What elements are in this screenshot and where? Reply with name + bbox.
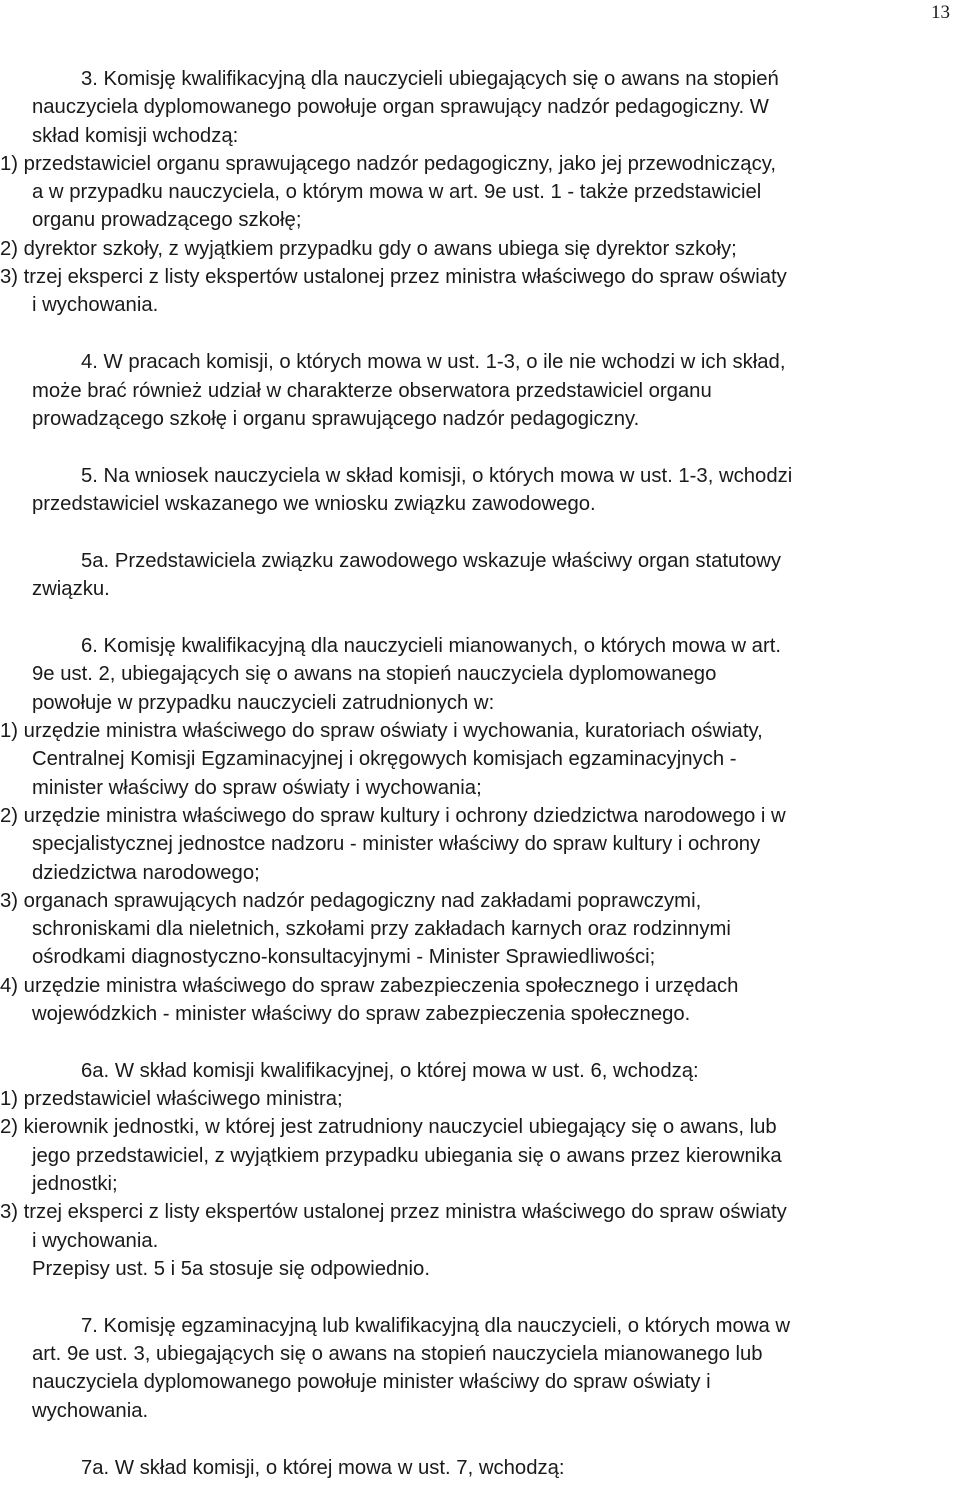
text-line: 2) kierownik jednostki, w której jest zatrudniony nauczyciel ubiegający się o awans, lub xyxy=(0,1116,777,1139)
text-line: specjalistycznej jednostce nadzoru - minister właściwy do spraw kultury i ochrony xyxy=(32,833,761,856)
paragraph-gap xyxy=(0,1425,960,1454)
paragraph xyxy=(0,1057,960,1283)
text-line: 5. Na wniosek nauczyciela w skład komisji, o których mowa w ust. 1-3, wchodzi xyxy=(81,464,793,487)
text-line: minister właściwy do spraw oświaty i wychowania; xyxy=(32,776,482,799)
text-line: powołuje w przypadku nauczycieli zatrudnionych w: xyxy=(32,691,495,714)
paragraph xyxy=(0,632,960,1028)
text-line: 7a. W skład komisji, o której mowa w ust. 7, wchodzą: xyxy=(81,1456,565,1479)
text-line: art. 9e ust. 3, ubiegających się o awans na stopień nauczyciela mianowanego lub xyxy=(32,1343,763,1366)
paragraph xyxy=(0,462,960,519)
text-line: wojewódzkich - minister właściwy do spraw zabezpieczenia społecznego. xyxy=(32,1002,691,1025)
paragraph xyxy=(0,65,960,320)
text-line: 1) przedstawiciel właściwego ministra; xyxy=(0,1088,343,1111)
text-line: i wychowania. xyxy=(32,294,159,317)
text-line: a w przypadku nauczyciela, o którym mowa w art. 9e ust. 1 - także przedstawiciel xyxy=(32,181,762,204)
text-line: może brać również udział w charakterze obserwatora przedstawiciel organu xyxy=(32,379,712,402)
text-line: schroniskami dla nieletnich, szkołami przy zakładach karnych oraz rodzinnymi xyxy=(32,918,731,941)
paragraph-gap xyxy=(0,1283,960,1312)
page-number: 13 xyxy=(931,2,950,23)
text-line: 7. Komisję egzaminacyjną lub kwalifikacyjną dla nauczycieli, o których mowa w xyxy=(81,1314,791,1337)
text-line: 1) urzędzie ministra właściwego do spraw oświaty i wychowania, kuratoriach oświaty, xyxy=(0,720,763,743)
paragraph-gap xyxy=(0,1028,960,1057)
text-line: 3) trzej eksperci z listy ekspertów ustalonej przez ministra właściwego do spraw oświaty xyxy=(0,266,787,289)
text-line: 5a. Przedstawiciela związku zawodowego wskazuje właściwy organ statutowy xyxy=(81,549,782,572)
text-line: Centralnej Komisji Egzaminacyjnej i okręgowych komisjach egzaminacyjnych - xyxy=(32,748,737,771)
text-line: 3) trzej eksperci z listy ekspertów ustalonej przez ministra właściwego do spraw oświaty xyxy=(0,1201,787,1224)
paragraph xyxy=(0,1312,960,1425)
text-line: jednostki; xyxy=(32,1173,118,1196)
document-body xyxy=(0,65,960,1482)
paragraph xyxy=(0,1454,960,1482)
text-line: 2) urzędzie ministra właściwego do spraw kultury i ochrony dziedzictwa narodowego i w xyxy=(0,804,786,827)
text-line: związku. xyxy=(32,578,110,601)
text-line: wychowania. xyxy=(32,1399,149,1422)
text-line: prowadzącego szkołę i organu sprawującego nadzór pedagogiczny. xyxy=(32,407,640,430)
paragraph-gap xyxy=(0,604,960,633)
paragraph xyxy=(0,348,960,433)
paragraph xyxy=(0,547,960,604)
paragraph-gap xyxy=(0,518,960,547)
text-line: przedstawiciel wskazanego we wniosku związku zawodowego. xyxy=(32,493,596,516)
paragraph-gap xyxy=(0,320,960,349)
text-line: organu prowadzącego szkołę; xyxy=(32,209,302,232)
text-line: skład komisji wchodzą: xyxy=(32,124,239,147)
text-line: ośrodkami diagnostyczno-konsultacyjnymi - Minister Sprawiedliwości; xyxy=(32,946,656,969)
text-line: 6. Komisję kwalifikacyjną dla nauczycieli mianowanych, o których mowa w art. xyxy=(81,635,781,658)
text-line: nauczyciela dyplomowanego powołuje minister właściwy do spraw oświaty i xyxy=(32,1371,711,1394)
text-line: 9e ust. 2, ubiegających się o awans na stopień nauczyciela dyplomowanego xyxy=(32,663,717,686)
paragraph-gap xyxy=(0,433,960,462)
text-line: 4) urzędzie ministra właściwego do spraw zabezpieczenia społecznego i urzędach xyxy=(0,974,739,997)
text-line: 3. Komisję kwalifikacyjną dla nauczycieli ubiegających się o awans na stopień xyxy=(81,68,779,90)
text-line: 4. W pracach komisji, o których mowa w ust. 1-3, o ile nie wchodzi w ich skład, xyxy=(81,351,786,374)
text-line: 1) przedstawiciel organu sprawującego nadzór pedagogiczny, jako jej przewodniczący, xyxy=(0,152,776,175)
text-line: jego przedstawiciel, z wyjątkiem przypadku ubiegania się o awans przez kierownika xyxy=(32,1144,782,1167)
text-line: dziedzictwa narodowego; xyxy=(32,861,260,884)
text-line: i wychowania. xyxy=(32,1229,159,1252)
text-line: nauczyciela dyplomowanego powołuje organ sprawujący nadzór pedagogiczny. W xyxy=(32,96,769,119)
text-line: 6a. W skład komisji kwalifikacyjnej, o której mowa w ust. 6, wchodzą: xyxy=(81,1059,699,1082)
text-line: Przepisy ust. 5 i 5a stosuje się odpowiednio. xyxy=(32,1257,430,1280)
text-line: 2) dyrektor szkoły, z wyjątkiem przypadku gdy o awans ubiega się dyrektor szkoły; xyxy=(0,237,737,260)
text-line: 3) organach sprawujących nadzór pedagogiczny nad zakładami poprawczymi, xyxy=(0,889,702,912)
